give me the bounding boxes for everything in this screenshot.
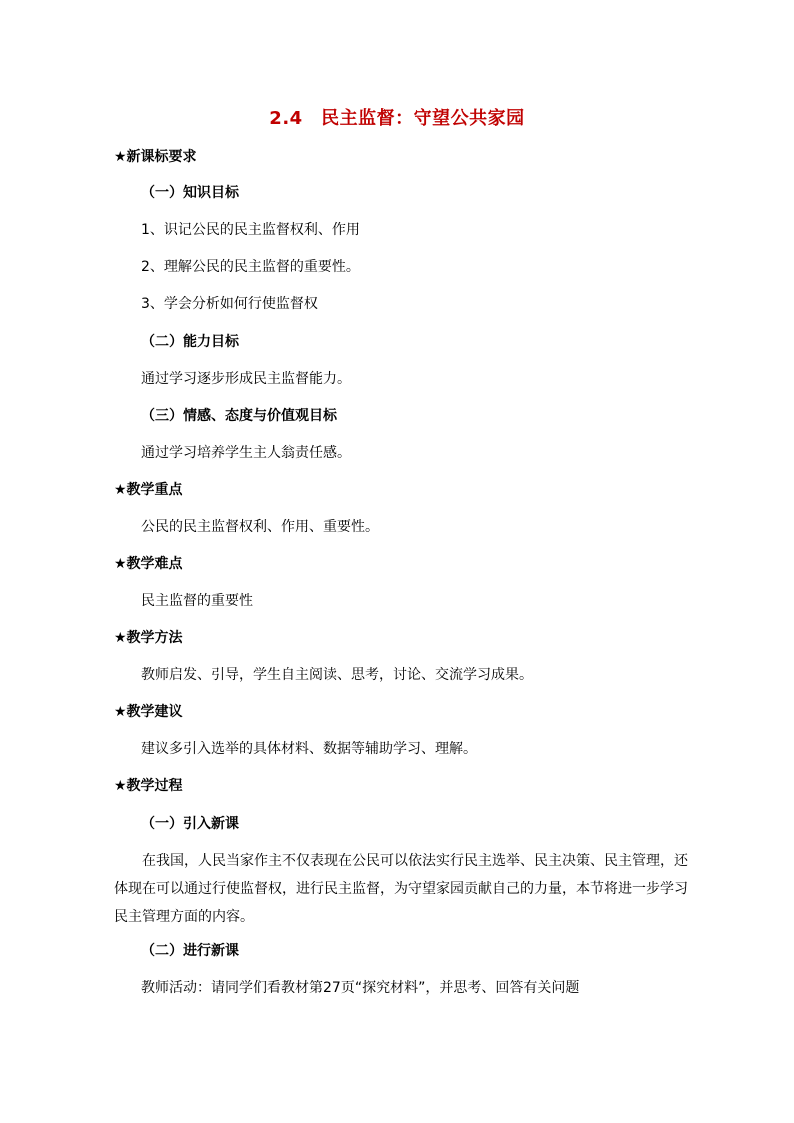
key-points-text: 公民的民主监督权利、作用、重要性。 bbox=[141, 519, 379, 535]
knowledge-item-1: 1、识记公民的民主监督权利、作用 bbox=[141, 222, 360, 238]
knowledge-item-3: 3、学会分析如何行使监督权 bbox=[141, 296, 318, 312]
knowledge-item-2: 2、理解公民的民主监督的重要性。 bbox=[141, 259, 360, 275]
section-heading-key-points: ★教学重点 bbox=[114, 482, 183, 498]
difficulties-text: 民主监督的重要性 bbox=[141, 593, 253, 609]
subheading-ability-goals: （二）能力目标 bbox=[141, 334, 239, 350]
teacher-activity-text: 教师活动：请同学们看教材第27页“探究材料”，并思考、回答有关问题 bbox=[141, 980, 580, 996]
section-heading-difficulties: ★教学难点 bbox=[114, 556, 183, 572]
ability-text: 通过学习逐步形成民主监督能力。 bbox=[141, 371, 351, 387]
document-title: 2.4 民主监督：守望公共家园 bbox=[269, 108, 525, 129]
section-heading-process: ★教学过程 bbox=[114, 778, 183, 794]
methods-text: 教师启发、引导，学生自主阅读、思考，讨论、交流学习成果。 bbox=[141, 667, 533, 683]
subheading-intro: （一）引入新课 bbox=[141, 816, 239, 832]
subheading-new-lesson: （二）进行新课 bbox=[141, 943, 239, 959]
suggestions-text: 建议多引入选举的具体材料、数据等辅助学习、理解。 bbox=[141, 741, 477, 757]
section-heading-methods: ★教学方法 bbox=[114, 630, 183, 646]
section-heading-suggestions: ★教学建议 bbox=[114, 704, 183, 720]
section-heading-curriculum: ★新课标要求 bbox=[114, 149, 197, 165]
subheading-knowledge-goals: （一）知识目标 bbox=[141, 185, 239, 201]
subheading-emotion-goals: （三）情感、态度与价值观目标 bbox=[141, 408, 337, 424]
intro-paragraph: 在我国，人民当家作主不仅表现在公民可以依法实行民主选举、民主决策、民主管理，还体现在可以通过行使监督权，进行民主监督，为守望家园贡献自己的力量，本节将进一步学习民主管理方面的内容。 bbox=[114, 853, 688, 925]
emotion-text: 通过学习培养学生主人翁责任感。 bbox=[141, 445, 351, 461]
